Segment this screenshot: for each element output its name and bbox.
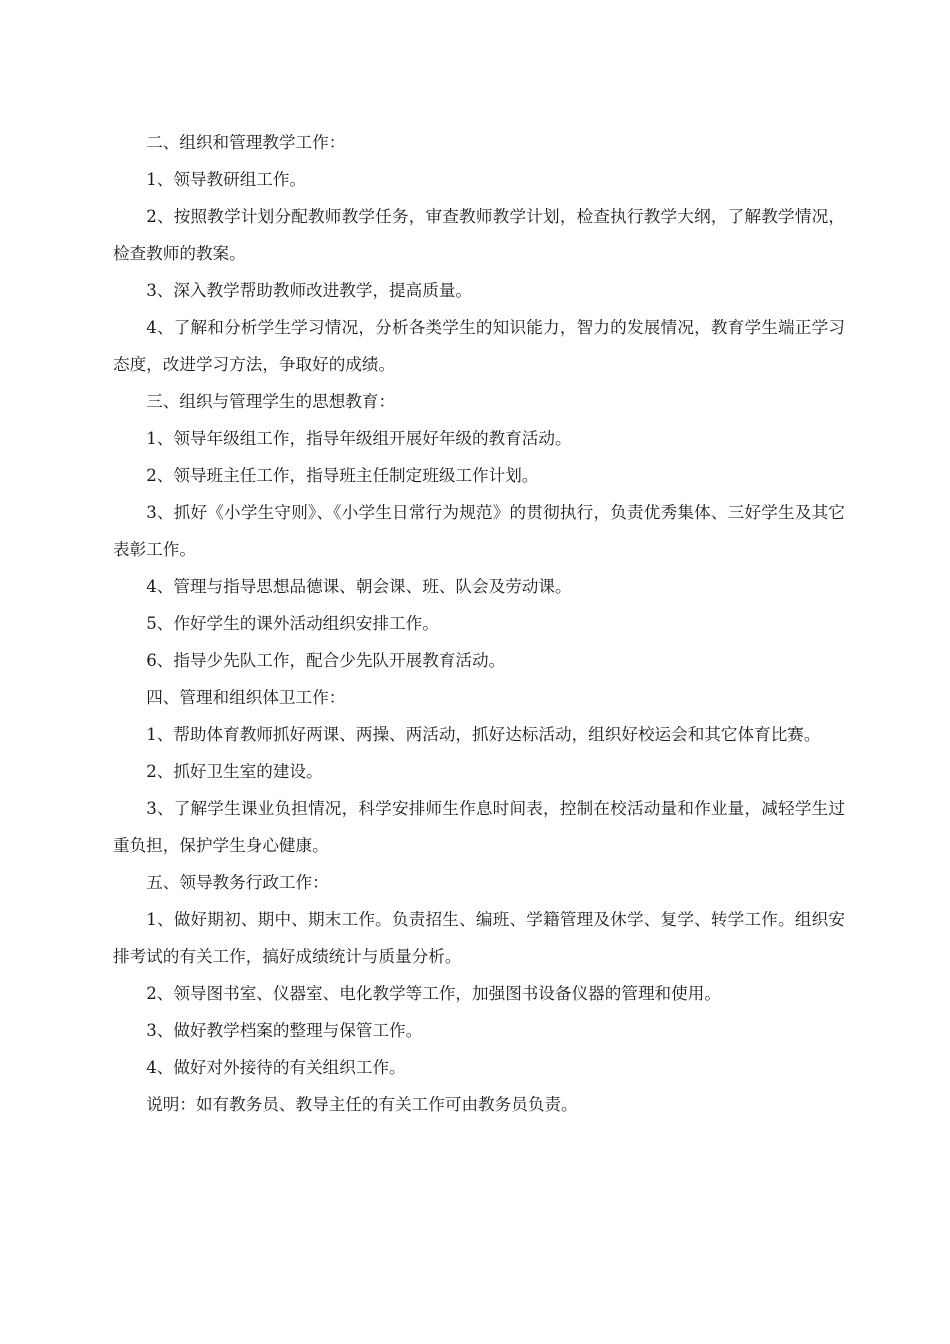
paragraph-item: 1、帮助体育教师抓好两课、两操、两活动，抓好达标活动，组织好校运会和其它体育比赛。: [146, 725, 821, 744]
paragraph-item: 2、按照教学计划分配教师教学任务，审查教师教学计划，检查执行教学大纲，了解教学情况，检查教师的教案。: [113, 207, 845, 263]
section-heading-5: 五、领导教务行政工作：: [146, 873, 329, 892]
paragraph-item: 2、领导图书室、仪器室、电化教学等工作，加强图书设备仪器的管理和使用。: [146, 984, 721, 1003]
paragraph-item: 3、了解学生课业负担情况，科学安排师生作息时间表，控制在校活动量和作业量，减轻学生过重负担，保护学生身心健康。: [113, 799, 845, 855]
paragraph-item: 6、指导少先队工作，配合少先队开展教育活动。: [146, 651, 506, 670]
paragraph-item: 2、领导班主任工作，指导班主任制定班级工作计划。: [146, 466, 539, 485]
section-heading-2: 二、组织和管理教学工作：: [146, 133, 346, 152]
section-heading-4: 四、管理和组织体卫工作：: [146, 688, 346, 707]
paragraph-item: 4、了解和分析学生学习情况，分析各类学生的知识能力，智力的发展情况，教育学生端正学习态度，改进学习方法，争取好的成绩。: [113, 318, 845, 374]
paragraph-item: 3、做好教学档案的整理与保管工作。: [146, 1021, 423, 1040]
paragraph-item: 1、领导年级组工作，指导年级组开展好年级的教育活动。: [146, 429, 572, 448]
note-paragraph: 说明：如有教务员、教导主任的有关工作可由教务员负责。: [146, 1095, 578, 1114]
paragraph-item: 1、做好期初、期中、期末工作。负责招生、编班、学籍管理及休学、复学、转学工作。组织安排考试的有关工作，搞好成绩统计与质量分析。: [113, 910, 845, 966]
section-heading-3: 三、组织与管理学生的思想教育：: [146, 392, 396, 411]
document-body: [113, 124, 845, 1123]
paragraph-item: 3、深入教学帮助教师改进教学，提高质量。: [146, 281, 473, 300]
paragraph-item: 1、领导教研组工作。: [146, 170, 307, 189]
paragraph-item: 3、抓好《小学生守则》、《小学生日常行为规范》的贯彻执行，负责优秀集体、三好学生及其它表彰工作。: [113, 503, 845, 559]
paragraph-item: 2、抓好卫生室的建设。: [146, 762, 323, 781]
paragraph-item: 4、管理与指导思想品德课、朝会课、班、队会及劳动课。: [146, 577, 572, 596]
paragraph-item: 4、做好对外接待的有关组织工作。: [146, 1058, 406, 1077]
paragraph-item: 5、作好学生的课外活动组织安排工作。: [146, 614, 439, 633]
